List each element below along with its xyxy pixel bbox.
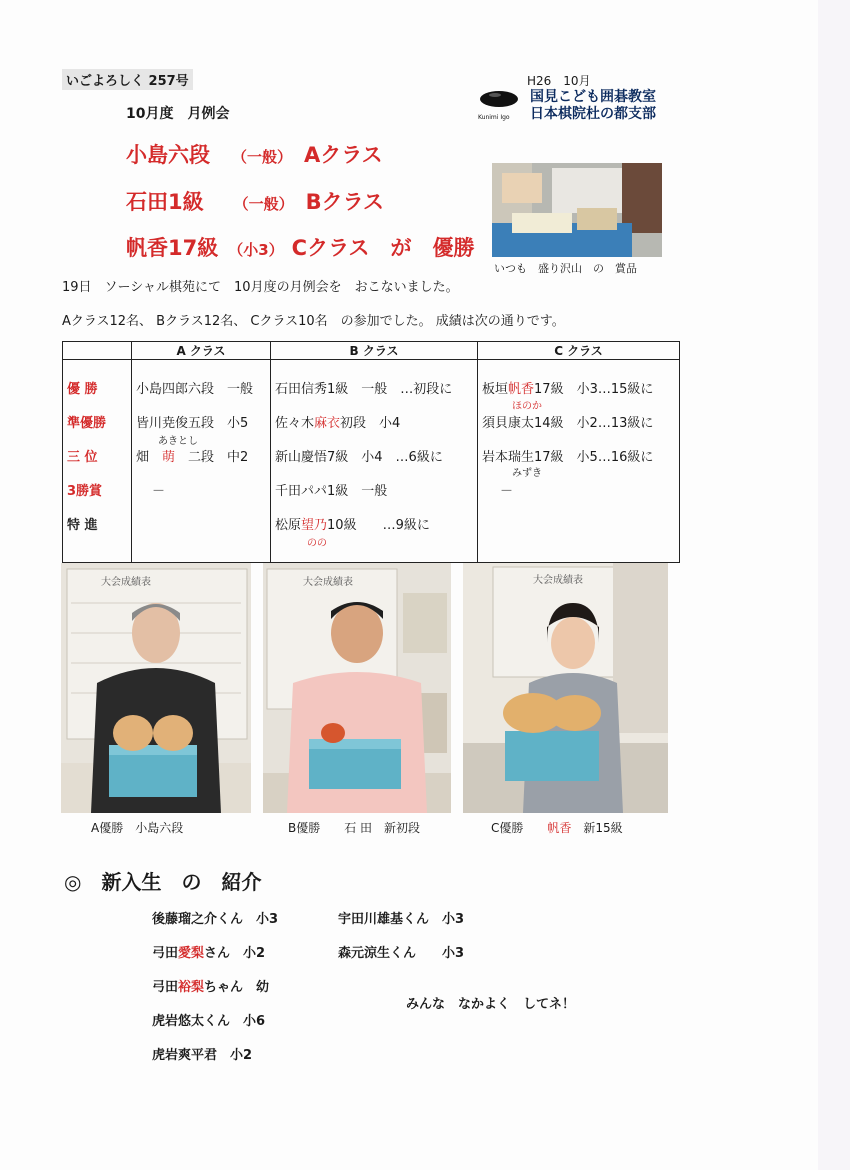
winner-class: Bクラス [305, 190, 385, 214]
label-runner-up: 準優勝 [67, 416, 107, 431]
b-promotion-red: 望乃 [301, 518, 328, 533]
b-third: 新山慶悟7級 小4 …6級に [275, 450, 443, 465]
scoreboard-title: 大会成績表 [533, 575, 583, 586]
photo-a-caption: A優勝 小島六段 [91, 821, 184, 835]
go-stone-logo [478, 90, 520, 114]
c-third: 岩本瑞生17級 小5…16級に [482, 450, 654, 465]
header-b-class: B クラス [271, 342, 478, 360]
scoreboard-title: 大会成績表 [303, 577, 353, 588]
winner-headline-a [126, 139, 383, 169]
a-third-pre: 畑 [136, 450, 163, 465]
intro-line-1: 19日 ソーシャル棋苑にて 10月度の月例会を おこないました。 [62, 280, 459, 295]
b-runner-up-post: 初段 小4 [340, 416, 401, 431]
c-winner-red: 帆香 [508, 382, 535, 397]
new-student-4 [152, 1010, 265, 1029]
photo-c-caption-post: 新15級 [571, 821, 623, 835]
c-winner-ruby: ほのか [512, 401, 542, 412]
b-three-wins: 千田パパ1級 一般 [275, 484, 388, 499]
label-three-wins: 3勝賞 [67, 484, 103, 499]
new-students-heading: ◎ 新入生 の 紹介 [64, 870, 262, 894]
photo-c-caption-red: 帆香 [547, 821, 572, 835]
results-corner [63, 342, 132, 360]
header-c-class: C クラス [478, 342, 680, 360]
c-third-ruby: みずき [512, 468, 542, 479]
new-student-1 [152, 908, 278, 927]
student-name: 虎岩悠太くん 小6 [152, 1014, 266, 1029]
a-third-post: 二段 中2 [175, 450, 249, 465]
b-winner: 石田信秀1級 一般 …初段に [275, 382, 453, 397]
c-winner-post: 17級 小3…15級に [534, 382, 654, 397]
photo-c-winner [463, 563, 668, 813]
b-promotion-pre: 松原 [275, 518, 302, 533]
c-winner-pre: 板垣 [482, 382, 509, 397]
c-winner [482, 378, 653, 397]
c-runner-up: 須貝康太14級 小2…13級に [482, 416, 654, 431]
b-runner-up-pre: 佐々木 [275, 416, 315, 431]
a-third [136, 446, 248, 465]
photo-c-caption [491, 819, 623, 836]
b-promotion [275, 514, 430, 533]
results-b [271, 360, 478, 563]
newsletter-issue: いごよろしく 257号 [62, 69, 193, 90]
a-winner: 小島四郎六段 一般 [136, 382, 254, 397]
results-c [478, 360, 680, 563]
org-line-2: 日本棋院杜の都支部 [530, 106, 656, 122]
c-three-wins: － [500, 484, 514, 499]
winner-class: Cクラス が 優勝 [291, 236, 475, 260]
winner-group: （小3） [228, 241, 284, 259]
photo-a-winner [61, 563, 251, 813]
newsletter-date: H26 10月 [527, 74, 591, 88]
results-header-row [63, 342, 680, 360]
b-runner-up [275, 412, 400, 431]
label-winner: 優 勝 [67, 382, 98, 397]
new-student-7: 森元涼生くん 小3 [338, 946, 465, 961]
new-student-2 [152, 942, 265, 961]
winner-name: 帆香17級 [126, 236, 219, 260]
b-runner-up-red: 麻衣 [314, 416, 341, 431]
prize-photo [492, 163, 662, 257]
photo-b-caption: B優勝 石 田 新初段 [288, 821, 421, 835]
student-name-red: 愛梨 [178, 946, 205, 961]
new-student-6: 宇田川雄基くん 小3 [338, 912, 465, 927]
label-promotion: 特 進 [67, 518, 98, 533]
student-name-pre: 弓田 [152, 946, 179, 961]
winner-headline-c [126, 232, 474, 262]
meeting-title: 10月度 月例会 [126, 106, 230, 122]
winner-name: 小島六段 [126, 143, 210, 167]
student-name: 虎岩爽平君 小2 [152, 1048, 253, 1063]
student-name-post: ちゃん 幼 [204, 980, 270, 995]
new-student-5 [152, 1044, 252, 1063]
a-runner-up: 皆川尭俊五段 小5 [136, 416, 249, 431]
new-student-3 [152, 976, 269, 995]
b-promotion-post: 10級 …9級に [327, 518, 430, 533]
photo-c-caption-pre: C優勝 [491, 821, 548, 835]
b-promotion-ruby: のの [307, 538, 327, 549]
results-body-row [63, 360, 680, 563]
student-name-pre: 弓田 [152, 980, 179, 995]
student-name-red: 裕梨 [178, 980, 205, 995]
header-a-class: A クラス [132, 342, 271, 360]
student-name-post: さん 小2 [204, 946, 266, 961]
winner-group: （一般） [232, 148, 293, 166]
prize-caption: いつも 盛り沢山 の 賞品 [494, 262, 637, 275]
closing-message: みんな なかよく してネ！ [406, 997, 576, 1012]
winner-group: （一般） [233, 195, 294, 213]
winner-headline-b [126, 186, 384, 216]
logo-text: Kunimi Igo [478, 114, 510, 121]
winner-name: 石田1級 [126, 190, 204, 214]
results-table [62, 341, 680, 563]
results-labels [63, 360, 132, 563]
org-name [530, 89, 656, 123]
photo-b-winner [263, 563, 451, 813]
winner-class: Aクラス [304, 143, 383, 167]
label-third: 三 位 [67, 450, 98, 465]
results-a [132, 360, 271, 563]
a-three-wins: － [152, 484, 166, 499]
a-third-ruby: あきとし [158, 436, 198, 447]
a-third-red: 萌 [162, 450, 176, 465]
intro-line-2: Aクラス12名、 Bクラス12名、 Cクラス10名 の参加でした。 成績は次の通りです。 [62, 314, 565, 329]
scoreboard-title: 大会成績表 [101, 577, 151, 588]
student-name: 後藤瑠之介くん 小3 [152, 912, 279, 927]
org-line-1: 国見こども囲碁教室 [530, 89, 656, 105]
